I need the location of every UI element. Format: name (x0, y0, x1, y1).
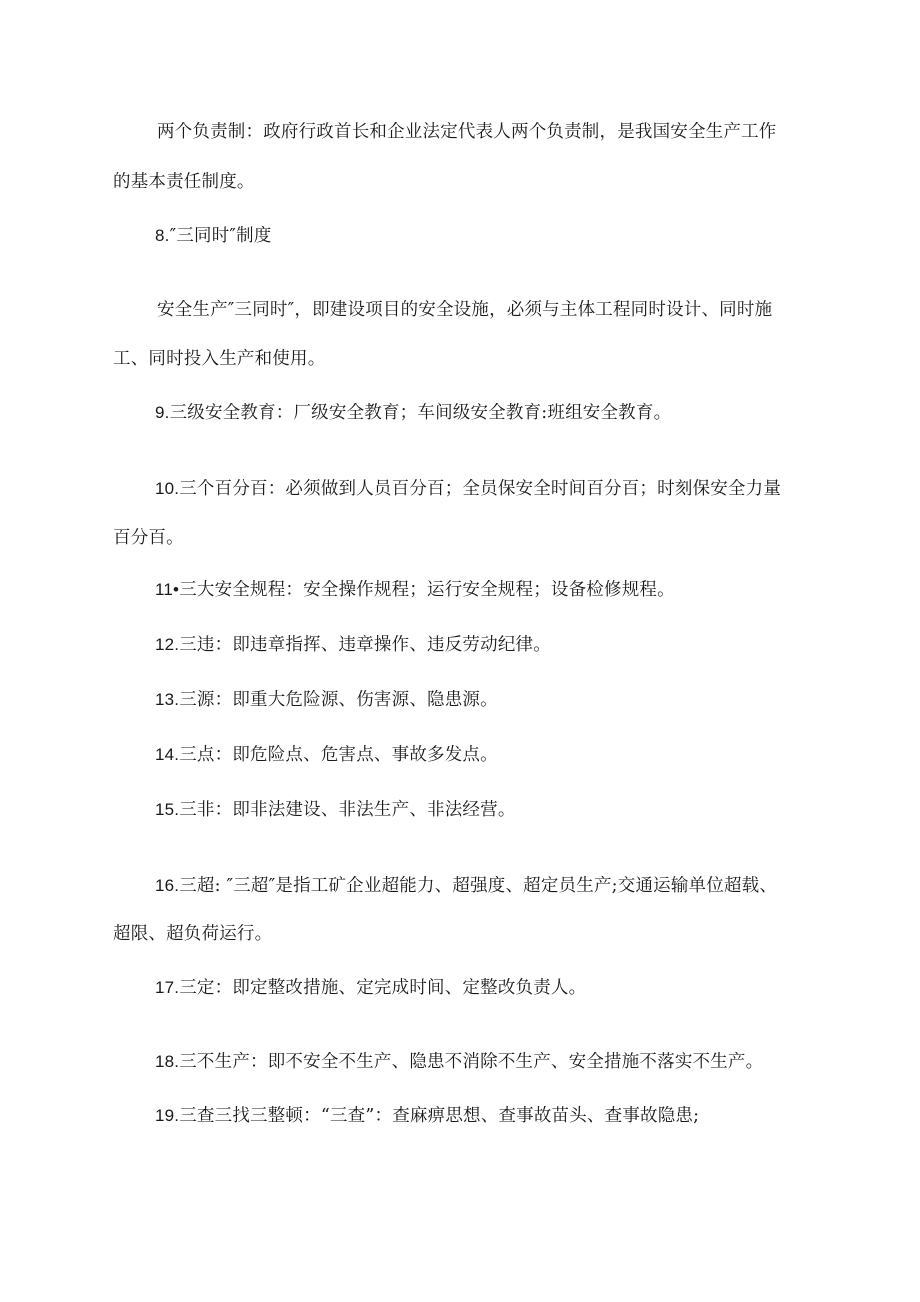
paragraph-line (157, 120, 777, 144)
item-number: 18. (155, 1052, 180, 1071)
section-heading (155, 224, 272, 248)
line-text: 三源：即重大危险源、伤害源、隐患源。 (179, 690, 498, 710)
list-item (155, 798, 516, 822)
line-text: 三不生产：即不安全不生产、隐患不消除不生产、安全措施不落实不生产。 (179, 1052, 764, 1072)
item-number: 14. (155, 745, 180, 764)
item-number: 15. (155, 800, 180, 819)
item-number: 17. (155, 978, 180, 997)
list-item (155, 633, 551, 657)
paragraph-line (113, 347, 325, 371)
list-item (155, 578, 675, 602)
item-number: 16. (155, 876, 180, 895)
list-item (155, 874, 777, 898)
list-item (155, 743, 498, 767)
item-number: 12. (155, 635, 180, 654)
line-text: 三个百分百：必须做到人员百分百；全员保安全时间百分百；时刻保安全力量 (179, 479, 782, 499)
item-number: 9. (155, 403, 170, 422)
line-text: ″三同时″制度 (169, 226, 272, 246)
line-text: 三查三找三整顿：“三查”：查麻痹思想、查事故苗头、查事故隐患; (179, 1106, 700, 1126)
line-text: 的基本责任制度。 (113, 172, 255, 192)
list-item (155, 1104, 699, 1128)
list-item (155, 1050, 763, 1074)
paragraph-line (157, 298, 772, 322)
list-item (155, 477, 781, 501)
line-text: 两个负责制：政府行政首长和企业法定代表人两个负责制，是我国安全生产工作 (157, 122, 777, 142)
paragraph-line (113, 526, 184, 550)
line-text: 三超: ″三超″是指工矿企业超能力、超强度、超定员生产;交通运输单位超载、 (179, 876, 778, 896)
list-item (155, 688, 498, 712)
paragraph-line (113, 170, 255, 194)
line-text: 三定：即定整改措施、定完成时间、定整改负责人。 (179, 978, 587, 998)
item-number: 10. (155, 479, 180, 498)
line-text: 工、同时投入生产和使用。 (113, 349, 326, 369)
line-text: 三大安全规程：安全操作规程；运行安全规程；设备检修规程。 (179, 580, 675, 600)
line-text: 百分百。 (113, 528, 184, 548)
item-number: 13. (155, 690, 180, 709)
paragraph-line (113, 922, 272, 946)
line-text: 三违：即违章指挥、违章操作、违反劳动纪律。 (179, 635, 551, 655)
list-item (155, 976, 586, 1000)
item-number: 8. (155, 226, 170, 245)
line-text: 超限、超负荷运行。 (113, 924, 273, 944)
list-item (155, 401, 671, 425)
item-number: 11• (155, 580, 180, 599)
line-text: 三非：即非法建设、非法生产、非法经营。 (179, 800, 516, 820)
line-text: 三级安全教育：厂级安全教育；车间级安全教育:班组安全教育。 (169, 403, 672, 423)
item-number: 19. (155, 1106, 180, 1125)
line-text: 安全生产″三同时″，即建设项目的安全设施，必须与主体工程同时设计、同时施 (157, 300, 773, 320)
line-text: 三点：即危险点、危害点、事故多发点。 (179, 745, 498, 765)
